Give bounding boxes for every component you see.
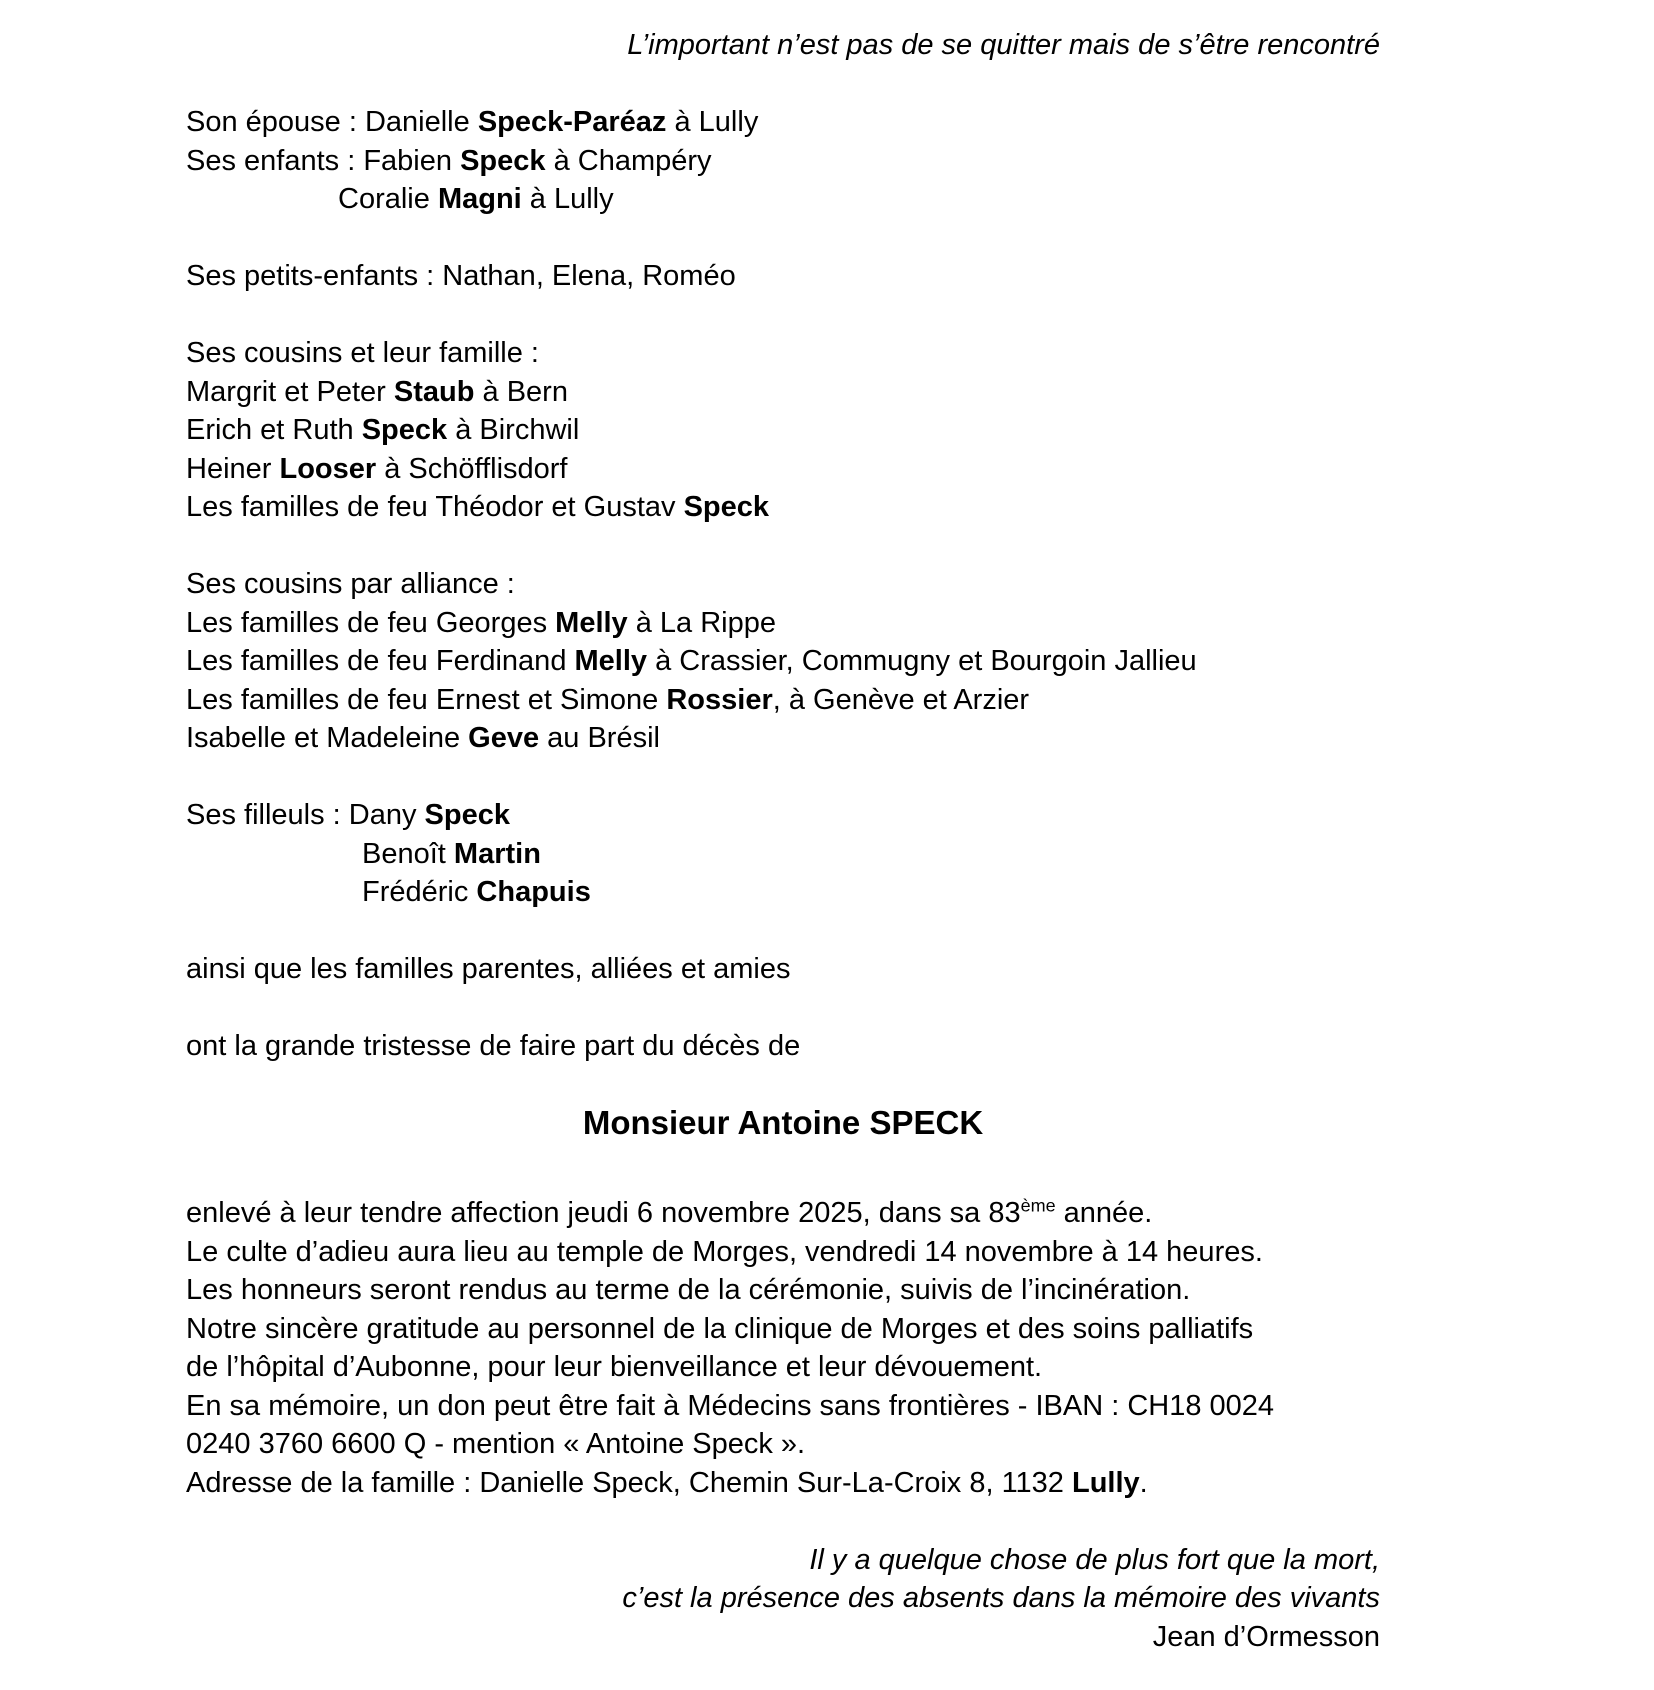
family-address-line xyxy=(186,1464,1380,1503)
family-line-alliance xyxy=(186,719,1380,758)
emphasized-name: Lully xyxy=(1072,1466,1140,1499)
text-segment: L’important n’est pas de se quitter mais de s’être rencontré xyxy=(627,29,1380,61)
family-line-cousin xyxy=(186,488,1380,527)
section-heading-cousins-alliance xyxy=(186,565,1380,604)
blank-line xyxy=(186,296,1380,335)
emphasized-name: Looser xyxy=(279,452,377,485)
text-segment: En sa mémoire, un don peut être fait à Médecins sans frontières - IBAN : CH18 0024 xyxy=(186,1389,1275,1422)
ceremony-line xyxy=(186,1310,1380,1349)
blank-line xyxy=(186,1156,1380,1195)
text-segment: Les honneurs seront rendus au terme de la cérémonie, suivis de l’incinération. xyxy=(186,1274,1191,1306)
text-segment: à La Rippe xyxy=(627,606,777,639)
text-segment: Ses cousins par alliance : xyxy=(186,568,515,600)
text-segment: Benoît xyxy=(362,837,454,870)
deceased-name-title xyxy=(186,1104,1380,1143)
text-segment: Le culte d’adieu aura lieu au temple de Morges, vendredi 14 novembre à 14 heures. xyxy=(186,1235,1263,1268)
emphasized-name: Chapuis xyxy=(476,876,591,908)
ceremony-line xyxy=(186,1271,1380,1310)
family-line-children xyxy=(186,180,1380,219)
blank-line xyxy=(186,758,1380,797)
emphasized-name: Speck xyxy=(361,414,448,446)
text-segment: Margrit et Peter xyxy=(186,375,394,408)
document-lines xyxy=(186,26,1380,1656)
family-line-godchildren xyxy=(186,873,1380,912)
family-line-spouse xyxy=(186,103,1380,142)
ceremony-line xyxy=(186,1348,1380,1387)
emphasized-name: Magni xyxy=(437,183,522,215)
blank-line xyxy=(186,527,1380,566)
family-line-godchildren xyxy=(186,796,1380,835)
family-line-alliance xyxy=(186,642,1380,681)
text-segment: Adresse de la famille : Danielle Speck, Chemin Sur-La-Croix 8, 1132 xyxy=(186,1466,1072,1499)
family-line-alliance xyxy=(186,681,1380,720)
emphasized-name: Staub xyxy=(393,375,475,408)
blank-line xyxy=(186,219,1380,258)
text-segment: c’est la présence des absents dans la mémoire des vivants xyxy=(622,1582,1380,1614)
family-line-godchildren xyxy=(186,835,1380,874)
blank-line xyxy=(186,1066,1380,1105)
donation-line xyxy=(186,1425,1380,1464)
text-segment: enlevé à leur tendre affection jeudi 6 novembre 2025, dans sa 83 xyxy=(186,1197,1021,1229)
text-segment: , à Genève et Arzier xyxy=(772,683,1030,716)
donation-line xyxy=(186,1387,1380,1426)
closing-line xyxy=(186,1027,1380,1066)
family-line-cousin xyxy=(186,411,1380,450)
text-segment: à Lully xyxy=(666,106,759,138)
text-segment: . xyxy=(1139,1466,1148,1499)
text-segment: ainsi que les familles parentes, alliées et amies xyxy=(186,953,791,985)
family-line-children xyxy=(186,142,1380,181)
text-segment: à Bern xyxy=(474,375,568,408)
text-segment: Ses filleuls : Dany xyxy=(186,799,425,831)
emphasized-name: Melly xyxy=(555,606,628,639)
ceremony-line xyxy=(186,1233,1380,1272)
emphasized-name: Martin xyxy=(453,837,541,870)
text-segment: Ses petits-enfants : Nathan, Elena, Roméo xyxy=(186,260,736,292)
emphasized-name: Rossier xyxy=(666,683,773,716)
family-line-alliance xyxy=(186,604,1380,643)
emphasized-name: Speck xyxy=(683,491,770,523)
epigraph xyxy=(186,26,1380,65)
family-line-cousin xyxy=(186,373,1380,412)
closing-line xyxy=(186,950,1380,989)
text-segment: Notre sincère gratitude au personnel de la clinique de Morges et des soins palliatifs xyxy=(186,1312,1254,1345)
closing-quote xyxy=(186,1541,1380,1580)
blank-line xyxy=(186,912,1380,951)
text-segment: ème xyxy=(1020,1195,1056,1216)
quote-attribution xyxy=(186,1618,1380,1657)
text-segment: Frédéric xyxy=(362,876,477,908)
blank-line xyxy=(186,989,1380,1028)
emphasized-name: Speck xyxy=(460,144,546,177)
section-heading-cousins xyxy=(186,334,1380,373)
text-segment: à Champéry xyxy=(545,144,712,177)
emphasized-name: Speck xyxy=(424,799,510,831)
text-segment: Heiner xyxy=(186,452,280,485)
text-segment: Ses enfants : Fabien xyxy=(186,144,461,177)
blank-line xyxy=(186,1502,1380,1541)
text-segment: de l’hôpital d’Aubonne, pour leur bienveillance et leur dévouement. xyxy=(186,1351,1043,1383)
text-segment: au Brésil xyxy=(539,722,660,754)
family-line-cousin xyxy=(186,450,1380,489)
text-segment: à Schöfflisdorf xyxy=(376,452,568,485)
ceremony-line xyxy=(186,1194,1380,1233)
text-segment: Il y a quelque chose de plus fort que la mort, xyxy=(809,1543,1380,1576)
family-line-grandchildren xyxy=(186,257,1380,296)
text-segment: à Crassier, Commugny et Bourgoin Jallieu xyxy=(647,645,1197,677)
blank-line xyxy=(186,65,1380,104)
text-segment: année. xyxy=(1055,1197,1153,1229)
text-segment: Les familles de feu Georges xyxy=(186,606,556,639)
text-segment: Les familles de feu Ferdinand xyxy=(186,645,575,677)
emphasized-name: Geve xyxy=(468,722,540,754)
text-segment: Coralie xyxy=(338,183,438,215)
text-segment: ont la grande tristesse de faire part du décès de xyxy=(186,1030,801,1062)
text-segment: Son épouse : Danielle xyxy=(186,106,478,138)
emphasized-name: Monsieur Antoine SPECK xyxy=(582,1104,984,1141)
text-segment: 0240 3760 6600 Q - mention « Antoine Speck ». xyxy=(186,1428,806,1460)
text-segment: Isabelle et Madeleine xyxy=(186,722,469,754)
text-segment: Les familles de feu Théodor et Gustav xyxy=(186,491,684,523)
emphasized-name: Speck-Paréaz xyxy=(477,106,667,138)
emphasized-name: Melly xyxy=(574,645,648,677)
text-segment: Jean d’Ormesson xyxy=(1152,1620,1380,1653)
text-segment: Erich et Ruth xyxy=(186,414,362,446)
text-segment: à Lully xyxy=(521,183,614,215)
closing-quote xyxy=(186,1579,1380,1618)
text-segment: à Birchwil xyxy=(447,414,580,446)
text-segment: Ses cousins et leur famille : xyxy=(186,337,539,369)
text-segment: Les familles de feu Ernest et Simone xyxy=(186,683,667,716)
